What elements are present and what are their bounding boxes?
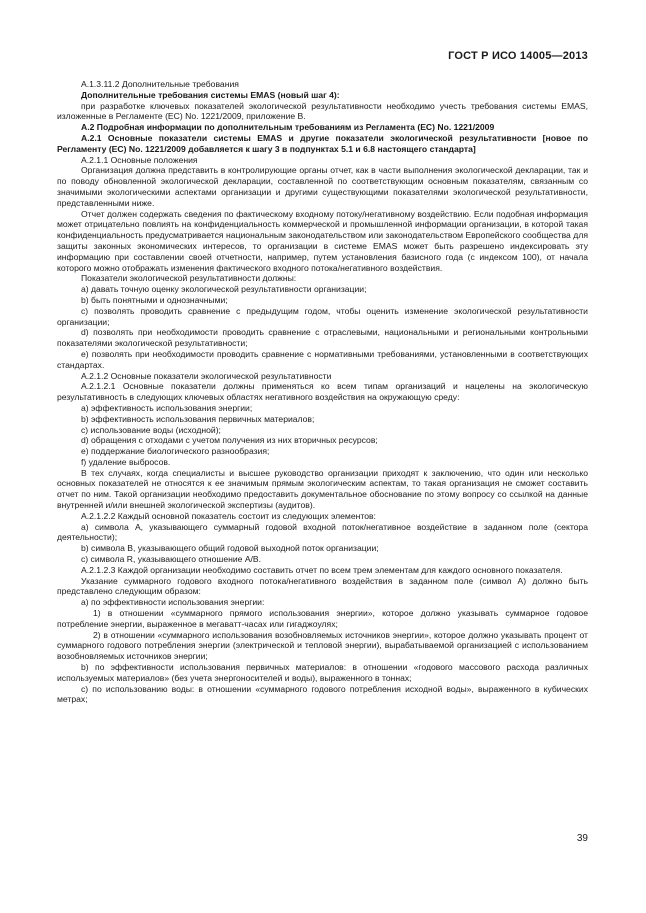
body-paragraph: А.2.1.2.1 Основные показатели должны применяться ко всем типам организаций и нацелены на экологическую результативность в следующих ключевых областях негативного воздействия на окружающую среду: xyxy=(57,381,588,403)
list-item: d) обращения с отходами с учетом получения из них вторичных ресурсов; xyxy=(81,435,378,446)
list-item: d) позволять при необходимости проводить сравнение с отраслевыми, национальными и региональными контрольными показателями экологической результативности; xyxy=(57,327,588,349)
subsection-heading: А.2.1.2 Основные показатели экологической результативности xyxy=(81,370,332,381)
section-heading: А.2 Подробная информации по дополнительным требованиям из Регламента (ЕС) No. 1221/2009 xyxy=(81,122,495,133)
bold-heading: Дополнительные требования системы EMAS (новый шаг 4): xyxy=(81,89,340,100)
body-paragraph: Указание суммарного годового входного потока/негативного воздействия в заданном поле (символ А) должно быть представлено следующим образом: xyxy=(57,575,588,597)
body-paragraph: А.2.1.2.3 Каждой организации необходимо составить отчет по всем трем элементам для каждого основного показателя. xyxy=(81,564,563,575)
list-item: а) символа А, указывающего суммарный годовой входной поток/негативное воздействие в заданном поле (сектора деятельности); xyxy=(57,521,588,543)
sub-list-item: 1) в отношении «суммарного прямого использования энергии», которое должно указывать суммарное годовое потребление энергии, выраженное в мегаватт-часах или гигаджоулях; xyxy=(57,608,588,629)
list-item: e) позволять при необходимости проводить сравнение с нормативными требованиями, установленными в соответствующих стандартах. xyxy=(57,348,588,370)
list-item: e) поддержание биологического разнообразия; xyxy=(81,446,270,457)
list-item: а) эффективность использования энергии; xyxy=(81,402,253,413)
document-id-header: ГОСТ Р ИСО 14005—2013 xyxy=(448,50,588,62)
list-item: b) эффективность использования первичных материалов; xyxy=(81,413,315,424)
body-paragraph: В тех случаях, когда специалисты и высшее руководство организации приходят к заключению, что один или несколько основных показателей не относятся к ее значимым прямым экологическим аспектам, то такая организация не сможет составить отчет по ним. Такой организации необходимо предоставить документальное обоснование по этому вопросу со ссылкой на данные внутренней и/или внешней экологической экспертизы (аудитов). xyxy=(57,467,588,511)
list-item: f) удаление выбросов. xyxy=(81,456,171,467)
list-item: а) по эффективности использования энергии: xyxy=(81,597,265,608)
body-paragraph: при разработке ключевых показателей экологической результативности необходимо учесть требования системы EMAS, изложенные в Регламенте (ЕС) No. 1221/2009, приложение В. xyxy=(57,100,588,122)
list-item: c) использование воды (исходной); xyxy=(81,424,221,435)
body-paragraph: А.2.1.2.2 Каждый основной показатель состоит из следующих элементов: xyxy=(81,510,376,521)
sub-list-item: 2) в отношении «суммарного использования возобновляемых источников энергии», которое должно указывать процент от суммарного годового потребления энергии (электрической и тепловой энергии), вырабатываемой организацией с использованием возобновляемых источников энергии; xyxy=(57,629,588,662)
list-item: а) давать точную оценку экологической результативности организации; xyxy=(81,284,367,295)
list-item: c) символа R, указывающего отношение А/В. xyxy=(81,554,262,565)
list-item: b) по эффективности использования первичных материалов: в отношении «годового массового расхода различных используемых материалов» (без учета энергоносителей и воды), выраженного в тоннах; xyxy=(57,662,588,683)
body-paragraph: Организация должна представить в контролирующие органы отчет, как в части выполнения экологической декларации, так и по поводу обновленной экологической декларации, составленной по соответствующим основным показателям, связанным со значимыми экологическими аспектами организации и другими существующими показателями экологической результативности, представленными ниже. xyxy=(57,165,588,208)
list-item: с) по использованию воды: в отношении «суммарного годового потребления исходной воды», выраженного в кубических метрах; xyxy=(57,683,588,705)
list-item: c) позволять проводить сравнение с предыдущим годом, чтобы оценить изменение экологической результативности организации; xyxy=(57,305,588,327)
document-body xyxy=(57,79,588,705)
subsection-heading: А.2.1.1 Основные положения xyxy=(81,154,198,165)
page-number: 39 xyxy=(576,833,588,844)
list-item: b) быть понятными и однозначными; xyxy=(81,294,228,305)
subsection-heading: А.1.3.11.2 Дополнительные требования xyxy=(81,79,239,89)
section-heading: А.2.1 Основные показатели системы EMAS и другие показатели экологической результативности [новое по Регламенту (ЕС) No. 1221/2009 добавляется к шагу 3 в подпунктах 5.1 и 6.8 настоящего стандарта] xyxy=(57,132,588,154)
list-item: b) символа В, указывающего общий годовой выходной поток организации; xyxy=(81,543,379,554)
body-paragraph: Отчет должен содержать сведения по фактическому входному потоку/негативному воздействию. Если подобная информация может отрицательно повлиять на конфиденциальность коммерческой и промышленной информации организации, в которой такая конфиденциальность предусматривается национальным законодательством или законодательством Европейского сообщества для защиты законных экономических интересов, то организации в системе EMAS может быть разрешено индексировать эту информацию при составлении своей отчетности, например, путем установления базисного года (с индексом 100), от начала которого можно отображать изменения фактического входного потока/негативного воздействия. xyxy=(57,208,588,273)
body-paragraph: Показатели экологической результативности должны: xyxy=(81,273,297,284)
